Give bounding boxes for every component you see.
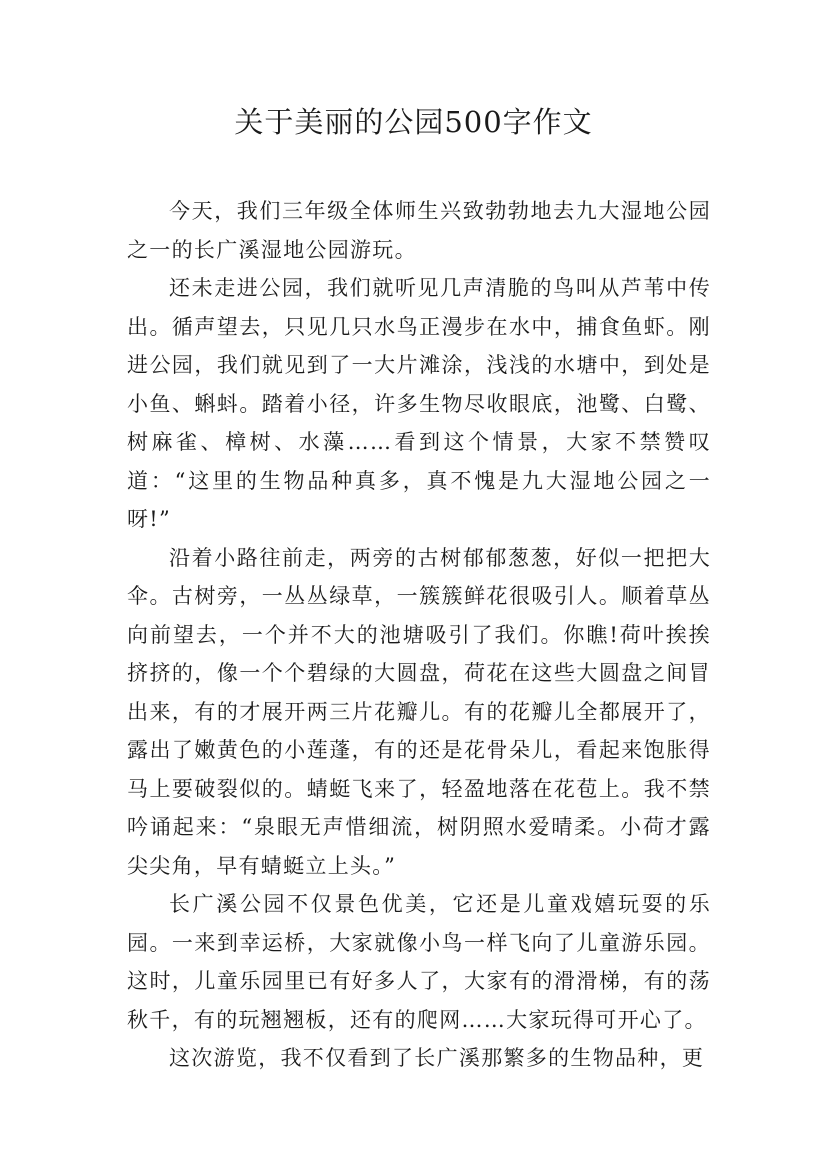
paragraph-4: 长广溪公园不仅景色优美，它还是儿童戏嬉玩耍的乐园。一来到幸运桥，大家就像小鸟一样飞向了儿童游乐园。这时，儿童乐园里已有好多人了，大家有的滑滑梯，有的荡秋千，有的玩翘翘板，还有的爬网……大家玩得可开心了。 <box>127 892 711 1032</box>
paragraph-3: 沿着小路往前走，两旁的古树郁郁葱葱，好似一把把大伞。古树旁，一丛丛绿草，一簇簇鲜花很吸引人。顺着草丛向前望去，一个并不大的池塘吸引了我们。你瞧!荷叶挨挨挤挤的，像一个个碧绿的大圆盘，荷花在这些大圆盘之间冒出来，有的才展开两三片花瓣儿。有的花瓣儿全都展开了，露出了嫩黄色的小莲蓬，有的还是花骨朵儿，看起来饱胀得马上要破裂似的。蜻蜓飞来了，轻盈地落在花苞上。我不禁吟诵起来：“泉眼无声惜细流，树阴照水爱晴柔。小荷才露尖尖角，早有蜻蜓立上头。” <box>127 545 711 878</box>
document-body <box>127 192 711 1078</box>
paragraph-1: 今天，我们三年级全体师生兴致勃勃地去九大湿地公园之一的长广溪湿地公园游玩。 <box>127 199 711 262</box>
paragraph-5: 这次游览，我不仅看到了长广溪那繁多的生物品种，更 <box>169 1046 705 1070</box>
paragraph-2: 还未走进公园，我们就听见几声清脆的鸟叫从芦苇中传出。循声望去，只见几只水鸟正漫步在水中，捕食鱼虾。刚进公园，我们就见到了一大片滩涂，浅浅的水塘中，到处是小鱼、蝌蚪。踏着小径，许多生物尽收眼底，池鹭、白鹭、树麻雀、樟树、水藻……看到这个情景，大家不禁赞叹道：“这里的生物品种真多，真不愧是九大湿地公园之一呀!” <box>127 276 711 531</box>
document-title: 关于美丽的公园500字作文 <box>234 105 593 139</box>
